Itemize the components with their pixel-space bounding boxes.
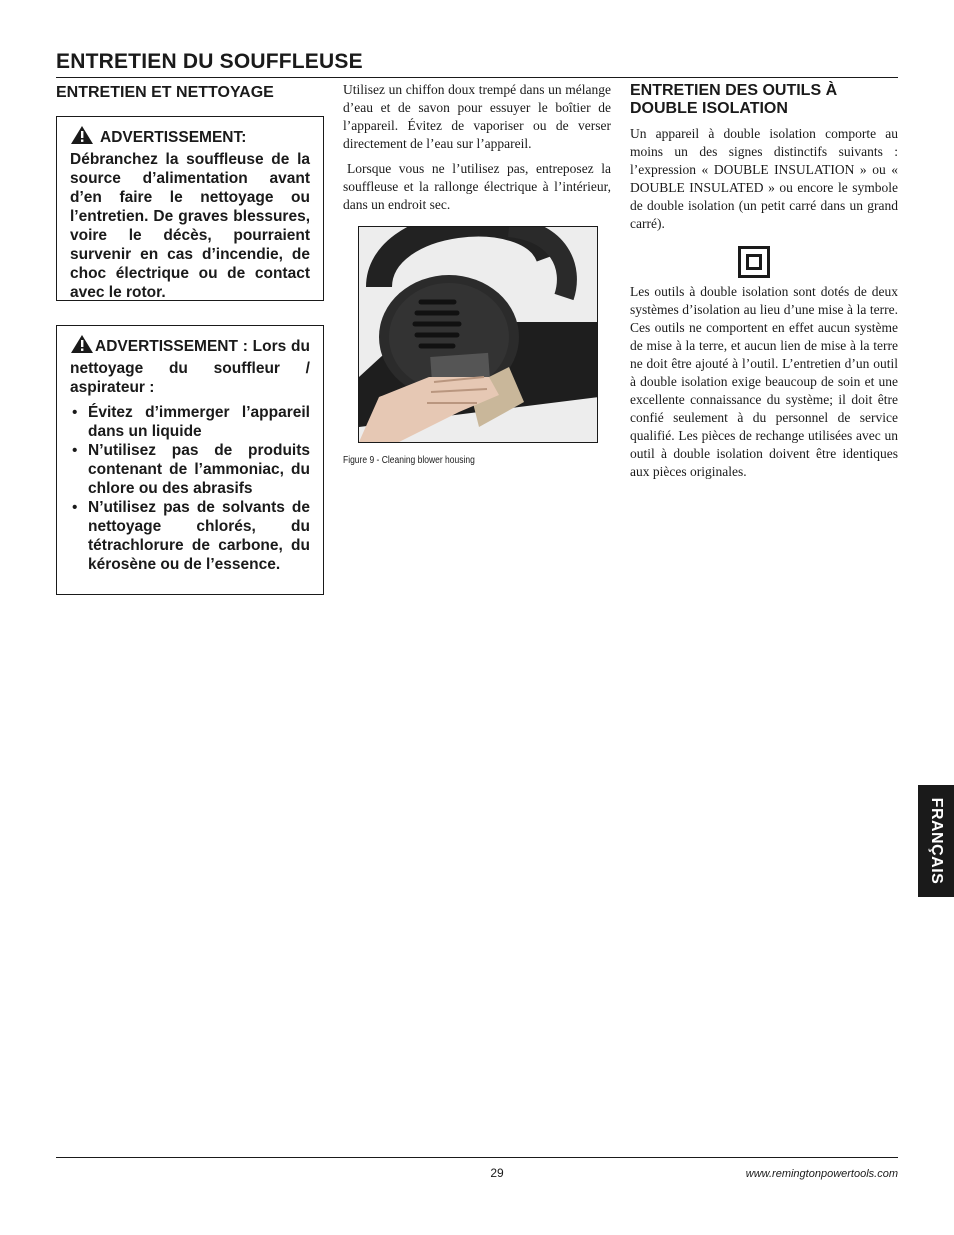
warning-text-disconnect: ADVERTISSEMENT: Débranchez la souffleuse de la source d’alimentation avant d’en faire le nettoyage ou l’entretien. De graves blessures, voire le décès, pourraient survenir en cas d’incendie, de choc électrique ou de contact avec le rotor. <box>70 129 310 301</box>
page-title: ENTRETIEN DU SOUFFLEUSE <box>56 50 363 73</box>
language-tab <box>918 785 954 897</box>
language-tab-label: FRANÇAIS <box>928 797 945 885</box>
double-insulation-intro: Un appareil à double isolation comporte au moins un des signes distinctifs suivants : l’expression « DOUBLE INSULATION » ou « DOUBLE INSULATED » ou encore le symbole de double isolation (un petit carré dans un grand carré). <box>630 126 898 231</box>
title-divider <box>56 77 898 78</box>
warning-bullet-list <box>70 403 310 574</box>
bullet-icon: • <box>72 442 78 459</box>
bullet-icon: • <box>72 499 78 516</box>
section-heading-double-insulation: ENTRETIEN DES OUTILS À DOUBLE ISOLATION <box>630 82 838 117</box>
figure-photo-cleaning-blower <box>358 226 598 443</box>
section-heading-cleaning: ENTRETIEN ET NETTOYAGE <box>56 84 274 101</box>
bullet-text: N’utilisez pas de produits contenant de l’ammoniac, du chlore ou des abrasifs <box>88 442 310 497</box>
bullet-text: Évitez d’immerger l’appareil dans un liquide <box>88 404 310 440</box>
warning-box-disconnect <box>56 116 324 301</box>
double-insulation-icon <box>738 246 770 278</box>
warning-box-cleaning <box>56 325 324 595</box>
footer-divider <box>56 1157 898 1158</box>
figure-caption: Figure 9 - Cleaning blower housing <box>343 455 475 466</box>
warning-intro-text: ADVERTISSEMENT : Lors du nettoyage du souffleur / aspirateur : <box>70 338 310 396</box>
page-number: 29 <box>490 1166 504 1180</box>
storage-paragraph: Lorsque vous ne l’utilisez pas, entreposez la souffleuse et la rallonge électrique à l’intérieur, dans un endroit sec. <box>343 161 611 212</box>
warning-triangle-icon <box>70 125 94 150</box>
list-item <box>70 441 310 498</box>
bullet-icon: • <box>72 404 78 421</box>
list-item <box>70 498 310 574</box>
blower-photo-illustration <box>359 227 597 442</box>
warning-intro <box>70 334 310 397</box>
website-link[interactable]: www.remingtonpowertools.com <box>745 1168 898 1180</box>
bullet-text: N’utilisez pas de solvants de nettoyage chlorés, du tétrachlorure de carbone, du kérosène ou de l’essence. <box>88 499 310 573</box>
double-insulation-details: Les outils à double isolation sont dotés de deux systèmes d’isolation au lieu d’une mise à la terre. Ces outils ne comportent en effet aucun système de mise à la terre, et aucun lien de mise à la terre ne doit être ajouté à l’outil. L’entretien d’un outil à double isolation exige beaucoup de soin et une excellente connaissance du système; il doit être confié seulement à du personnel de service qualifié. Les pièces de rechange utilisées avec un outil à double isolation doivent être identiques aux pièces originales. <box>630 284 898 479</box>
list-item <box>70 403 310 441</box>
warning-triangle-icon <box>70 334 94 359</box>
cleaning-paragraph: Utilisez un chiffon doux trempé dans un mélange d’eau et de savon pour essuyer le boîtier de l’appareil. Évitez de vaporiser ou de verser directement de l’eau sur l’appareil. <box>343 82 611 151</box>
